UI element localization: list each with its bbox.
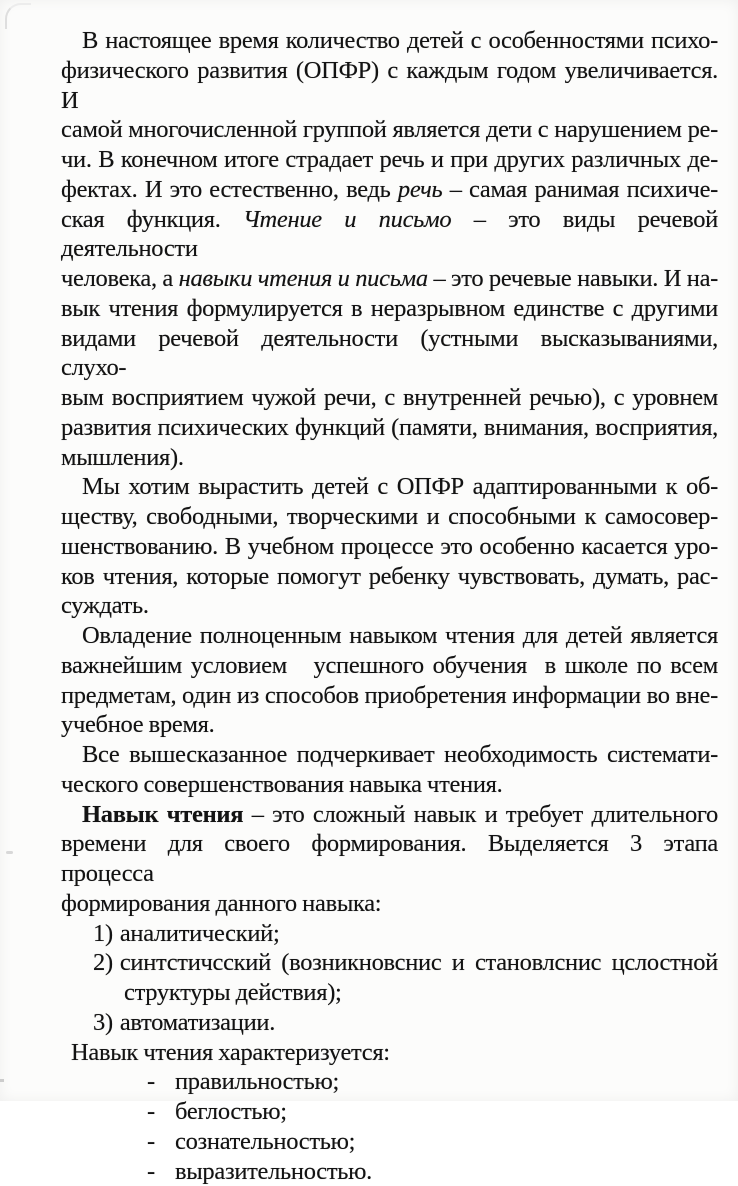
text-line <box>61 532 718 562</box>
text-line <box>61 26 718 56</box>
text-run: беглостью; <box>175 1098 287 1125</box>
list-marker: 3) <box>93 1008 113 1038</box>
text-run: ков чтения, которые помогут ребенку чувствовать, думать, рас- <box>61 563 718 590</box>
text-line <box>61 740 718 770</box>
text-run: – самая ранимая психиче- <box>442 176 718 203</box>
text-line <box>61 829 718 889</box>
text-run: физического развития (ОПФР) с каждым годом увеличивается. И <box>61 57 718 114</box>
text-run: ческого совершенствования навыка чтения. <box>61 771 502 798</box>
text-line <box>61 800 718 830</box>
text-line <box>61 145 718 175</box>
list-marker: - <box>147 1097 175 1127</box>
text-run: аналитический; <box>120 920 280 947</box>
text-run: структуры действия); <box>124 979 342 1006</box>
text-run: синтстичсский (возникновснис и становлснис цслостной <box>120 949 718 976</box>
text-line <box>61 948 718 978</box>
text-line <box>61 681 718 711</box>
bold-term: Навык чтения <box>82 801 243 828</box>
text-line <box>61 175 718 205</box>
text-line <box>61 889 718 919</box>
paragraph-intro <box>61 26 718 472</box>
text-run: ская функция. <box>61 206 243 233</box>
paragraph-summary <box>61 740 718 800</box>
text-run: вык чтения формулируется в неразрывном единстве с другими <box>61 295 718 322</box>
italic-term: Чтение и письмо <box>243 206 451 233</box>
text-line <box>61 264 718 294</box>
text-line <box>61 562 718 592</box>
document-text <box>61 26 718 1186</box>
text-line <box>61 1097 718 1127</box>
text-run: формирования данного навыка: <box>61 890 381 917</box>
text-line <box>61 205 718 265</box>
text-line <box>61 56 718 116</box>
text-run: времени для своего формирования. Выделяется 3 этапа процесса <box>61 830 718 887</box>
scan-edge-artifact <box>0 1079 4 1082</box>
list-marker: - <box>147 1067 175 1097</box>
text-run: Навык чтения характеризуется: <box>71 1039 390 1066</box>
list-marker: - <box>147 1127 175 1157</box>
paragraph-definition <box>61 800 718 919</box>
text-run: – это речевые навыки. И на- <box>428 265 718 292</box>
text-run: развития психических функций (памяти, внимания, восприятия, <box>61 414 718 441</box>
characteristics-intro <box>61 1038 718 1068</box>
text-line <box>61 294 718 324</box>
scan-corner-artifact <box>5 3 31 29</box>
characteristics-dash-list <box>61 1067 718 1186</box>
text-line <box>61 710 718 740</box>
text-run: видами речевой деятельности (устными высказываниями, слухо- <box>61 325 718 382</box>
text-line <box>61 1067 718 1097</box>
text-line <box>61 115 718 145</box>
scan-speck-artifact <box>6 851 13 854</box>
text-run: ществу, свободными, творческими и способными к самосовер- <box>61 503 718 530</box>
text-line <box>61 591 718 621</box>
text-line <box>61 621 718 651</box>
text-run: Все вышесказанное подчеркивает необходимость системати- <box>82 741 718 768</box>
text-line <box>61 472 718 502</box>
text-run: – это виды речевой деятельности <box>61 206 718 263</box>
paragraph-mastery <box>61 621 718 740</box>
italic-term: навыки чтения и письма <box>179 265 428 292</box>
text-run: самой многочисленной группой является дети с нарушением ре- <box>61 116 718 143</box>
text-line <box>61 1008 718 1038</box>
stages-numbered-list <box>61 919 718 1038</box>
text-run: важнейшим условием успешного обучения в школе по всем <box>61 652 718 679</box>
text-run: учебное время. <box>61 711 214 738</box>
list-marker: - <box>147 1157 175 1186</box>
italic-term: речь <box>398 176 442 203</box>
text-run: чи. В конечном итоге страдает речь и при других различных де- <box>61 146 718 173</box>
text-line <box>61 324 718 384</box>
paragraph-upbringing <box>61 472 718 621</box>
text-line <box>61 919 718 949</box>
text-run: правильностью; <box>175 1068 339 1095</box>
text-run: мышления). <box>61 444 184 471</box>
text-run: шенствованию. В учебном процессе это особенно касается уро- <box>61 533 718 560</box>
text-line <box>61 1038 718 1068</box>
text-run: В настоящее время количество детей с особенностями психо- <box>82 27 718 54</box>
text-run: человека, а <box>61 265 179 292</box>
text-run: Овладение полноценным навыком чтения для детей является <box>82 622 718 649</box>
text-run: – это сложный навык и требует длительного <box>243 801 718 828</box>
text-line <box>61 1157 718 1186</box>
text-run: выразительностью. <box>175 1158 372 1185</box>
text-line <box>61 383 718 413</box>
text-run: предметам, один из способов приобретения информации во вне- <box>61 682 718 709</box>
text-line <box>61 651 718 681</box>
list-marker: 1) <box>93 919 113 949</box>
text-line <box>61 770 718 800</box>
text-run: автоматизации. <box>120 1009 275 1036</box>
text-line <box>61 978 718 1008</box>
text-line <box>61 443 718 473</box>
text-run: вым восприятием чужой речи, с внутренней речью), с уровнем <box>61 384 718 411</box>
text-line <box>61 1127 718 1157</box>
text-line <box>61 502 718 532</box>
text-run: сознательностью; <box>175 1128 355 1155</box>
text-line <box>61 413 718 443</box>
text-run: фектах. И это естественно, ведь <box>61 176 398 203</box>
text-run: суждать. <box>61 592 149 619</box>
list-marker: 2) <box>93 948 113 978</box>
text-run: Мы хотим вырастить детей с ОПФР адаптированными к об- <box>82 473 718 500</box>
